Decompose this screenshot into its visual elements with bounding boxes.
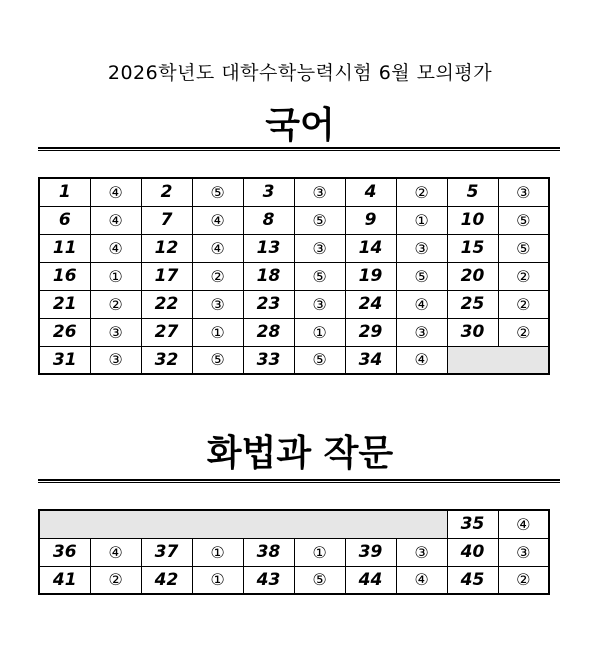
question-number: 13 [243,234,294,262]
answer-choice: ⑤ [396,262,447,290]
section-divider [38,147,560,151]
answer-choice: ③ [192,290,243,318]
question-number: 34 [345,346,396,374]
question-number: 20 [447,262,498,290]
question-number: 23 [243,290,294,318]
section-divider [38,479,560,483]
answer-choice: ④ [396,346,447,374]
answer-row [39,206,549,234]
answer-table-korean [38,177,550,375]
question-number: 21 [39,290,90,318]
question-number: 12 [141,234,192,262]
answer-choice: ③ [396,318,447,346]
answer-choice: ② [90,290,141,318]
answer-choice: ④ [192,206,243,234]
question-number: 24 [345,290,396,318]
question-number: 39 [345,538,396,566]
answer-choice: ② [396,178,447,206]
answer-choice: ② [498,262,549,290]
answer-table-speech-writing [38,509,550,595]
question-number: 28 [243,318,294,346]
answer-choice: ⑤ [294,262,345,290]
answer-choice: ⑤ [294,566,345,594]
answer-choice: ⑤ [192,178,243,206]
question-number: 16 [39,262,90,290]
question-number: 8 [243,206,294,234]
question-number: 7 [141,206,192,234]
question-number: 5 [447,178,498,206]
question-number: 36 [39,538,90,566]
answer-row [39,262,549,290]
answer-row [39,178,549,206]
question-number: 40 [447,538,498,566]
answer-choice: ③ [396,234,447,262]
answer-choice: ③ [396,538,447,566]
answer-choice: ③ [90,346,141,374]
answer-row [39,318,549,346]
answer-choice: ① [192,538,243,566]
answer-choice: ① [192,566,243,594]
question-number: 19 [345,262,396,290]
answer-row [39,510,549,538]
question-number: 32 [141,346,192,374]
empty-cell [39,510,447,538]
answer-choice: ④ [90,234,141,262]
question-number: 27 [141,318,192,346]
question-number: 30 [447,318,498,346]
question-number: 44 [345,566,396,594]
exam-header: 2026학년도 대학수학능력시험 6월 모의평가 [107,62,493,84]
answer-choice: ③ [90,318,141,346]
answer-choice: ③ [498,538,549,566]
answer-row [39,290,549,318]
question-number: 29 [345,318,396,346]
answer-choice: ④ [396,290,447,318]
answer-choice: ① [90,262,141,290]
answer-choice: ④ [90,206,141,234]
question-number: 10 [447,206,498,234]
empty-cell [447,346,549,374]
question-number: 31 [39,346,90,374]
answer-choice: ① [396,206,447,234]
answer-row [39,566,549,594]
question-number: 2 [141,178,192,206]
question-number: 38 [243,538,294,566]
question-number: 42 [141,566,192,594]
question-number: 14 [345,234,396,262]
answer-choice: ① [294,318,345,346]
question-number: 43 [243,566,294,594]
answer-row [39,346,549,374]
answer-choice: ② [90,566,141,594]
answer-choice: ④ [192,234,243,262]
answer-choice: ④ [396,566,447,594]
question-number: 4 [345,178,396,206]
answer-choice: ⑤ [498,234,549,262]
answer-choice: ① [294,538,345,566]
answer-choice: ⑤ [498,206,549,234]
answer-choice: ③ [294,290,345,318]
section-title-speech-writing: 화법과 작문 [206,433,394,474]
question-number: 37 [141,538,192,566]
answer-choice: ② [498,290,549,318]
answer-choice: ⑤ [294,346,345,374]
answer-choice: ④ [90,538,141,566]
answer-choice: ③ [498,178,549,206]
answer-choice: ② [192,262,243,290]
section-title-korean: 국어 [265,105,335,146]
answer-choice: ② [498,318,549,346]
question-number: 45 [447,566,498,594]
question-number: 11 [39,234,90,262]
answer-choice: ③ [294,178,345,206]
answer-choice: ⑤ [294,206,345,234]
question-number: 41 [39,566,90,594]
question-number: 26 [39,318,90,346]
question-number: 3 [243,178,294,206]
answer-row [39,234,549,262]
question-number: 17 [141,262,192,290]
question-number: 9 [345,206,396,234]
answer-choice: ④ [90,178,141,206]
answer-choice: ③ [294,234,345,262]
question-number: 22 [141,290,192,318]
question-number: 6 [39,206,90,234]
question-number: 33 [243,346,294,374]
question-number: 25 [447,290,498,318]
question-number: 18 [243,262,294,290]
answer-choice: ④ [498,510,549,538]
answer-choice: ② [498,566,549,594]
question-number: 35 [447,510,498,538]
answer-choice: ⑤ [192,346,243,374]
answer-row [39,538,549,566]
answer-choice: ① [192,318,243,346]
question-number: 1 [39,178,90,206]
question-number: 15 [447,234,498,262]
